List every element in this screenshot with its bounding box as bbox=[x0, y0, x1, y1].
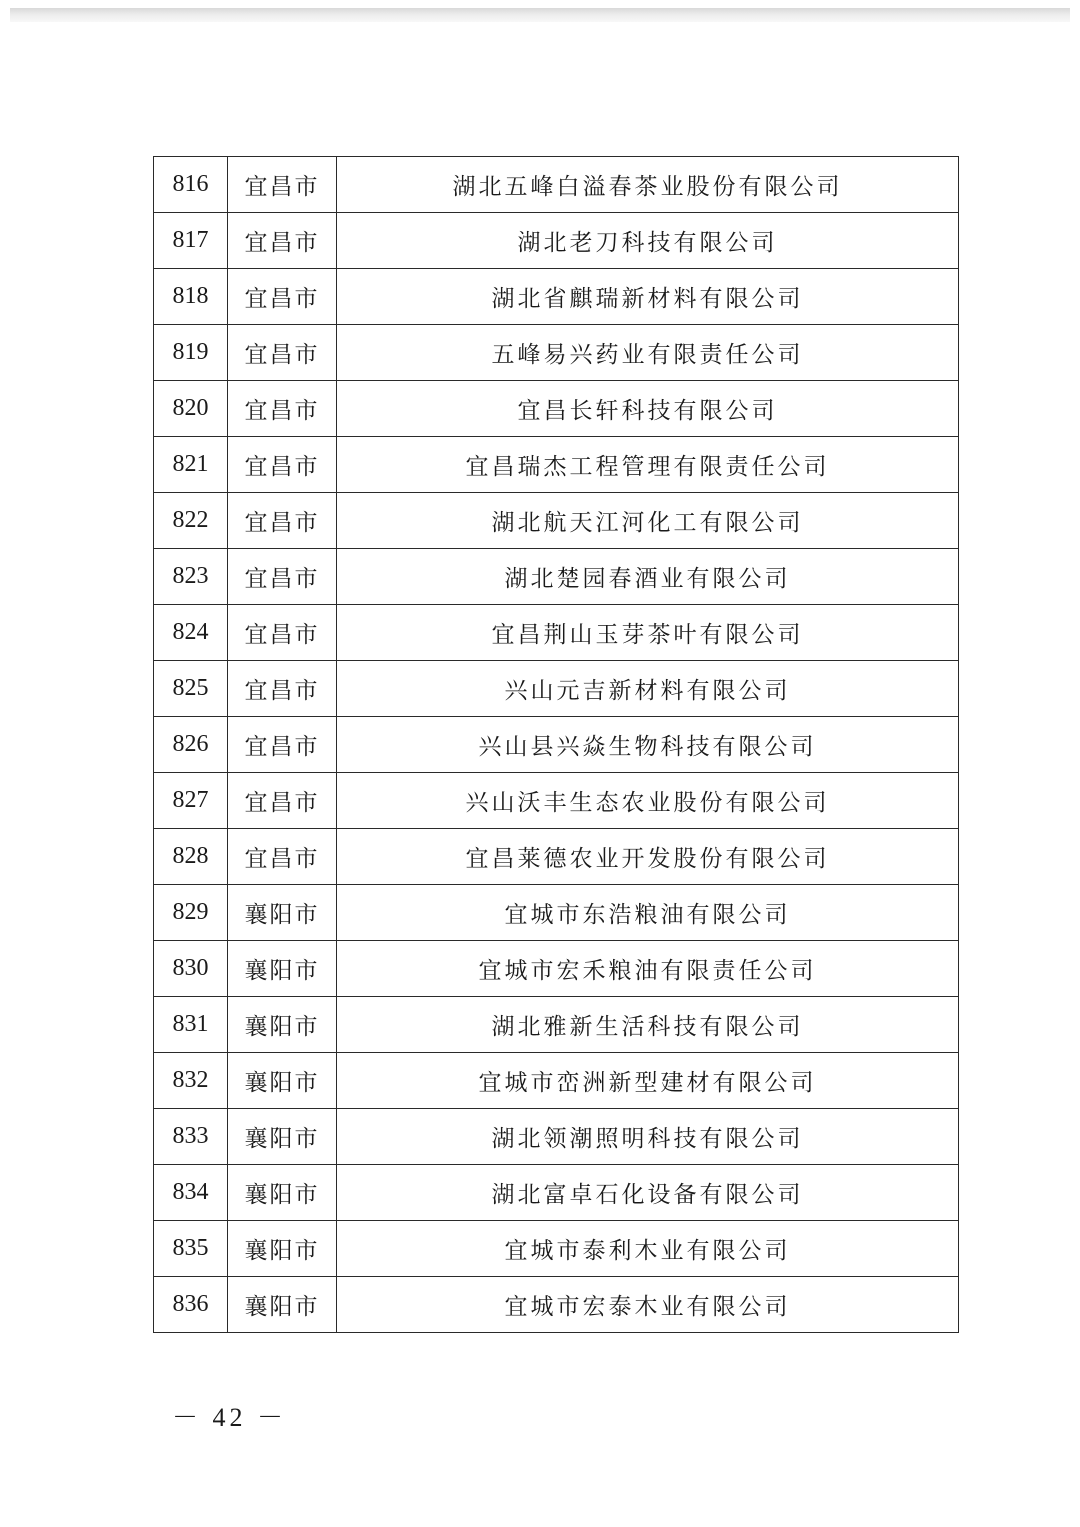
row-number-cell: 821 bbox=[154, 437, 228, 493]
row-number-cell: 836 bbox=[154, 1277, 228, 1333]
city-cell: 宜昌市 bbox=[228, 213, 337, 269]
table-row bbox=[154, 1277, 959, 1333]
page-number: － 42 － bbox=[172, 1403, 288, 1432]
city-cell: 宜昌市 bbox=[228, 829, 337, 885]
row-number-cell: 817 bbox=[154, 213, 228, 269]
row-number-cell: 822 bbox=[154, 493, 228, 549]
city-cell: 宜昌市 bbox=[228, 605, 337, 661]
table-row bbox=[154, 1165, 959, 1221]
company-name-cell: 五峰易兴药业有限责任公司 bbox=[337, 325, 959, 381]
company-name-cell: 宜昌长轩科技有限公司 bbox=[337, 381, 959, 437]
city-cell: 宜昌市 bbox=[228, 325, 337, 381]
company-name-cell: 湖北航天江河化工有限公司 bbox=[337, 493, 959, 549]
city-cell: 宜昌市 bbox=[228, 717, 337, 773]
company-name-cell: 兴山元吉新材料有限公司 bbox=[337, 661, 959, 717]
company-name-cell: 宜城市峦洲新型建材有限公司 bbox=[337, 1053, 959, 1109]
table-row bbox=[154, 997, 959, 1053]
company-name-cell: 宜昌荆山玉芽茶叶有限公司 bbox=[337, 605, 959, 661]
table-row bbox=[154, 381, 959, 437]
row-number-cell: 835 bbox=[154, 1221, 228, 1277]
table-row bbox=[154, 493, 959, 549]
city-cell: 襄阳市 bbox=[228, 1109, 337, 1165]
table-row bbox=[154, 773, 959, 829]
row-number-cell: 830 bbox=[154, 941, 228, 997]
table-row bbox=[154, 1221, 959, 1277]
city-cell: 宜昌市 bbox=[228, 661, 337, 717]
city-cell: 襄阳市 bbox=[228, 1221, 337, 1277]
company-name-cell: 湖北省麒瑞新材料有限公司 bbox=[337, 269, 959, 325]
city-cell: 宜昌市 bbox=[228, 269, 337, 325]
company-name-cell: 宜城市东浩粮油有限公司 bbox=[337, 885, 959, 941]
row-number-cell: 829 bbox=[154, 885, 228, 941]
row-number-cell: 831 bbox=[154, 997, 228, 1053]
table-row bbox=[154, 269, 959, 325]
table-row bbox=[154, 213, 959, 269]
company-list-table bbox=[153, 156, 959, 1333]
table-row bbox=[154, 829, 959, 885]
scan-top-edge bbox=[10, 8, 1070, 22]
row-number-cell: 816 bbox=[154, 157, 228, 213]
table-body bbox=[154, 157, 959, 1333]
company-name-cell: 湖北雅新生活科技有限公司 bbox=[337, 997, 959, 1053]
city-cell: 宜昌市 bbox=[228, 437, 337, 493]
table-row bbox=[154, 549, 959, 605]
company-name-cell: 湖北老刀科技有限公司 bbox=[337, 213, 959, 269]
row-number-cell: 834 bbox=[154, 1165, 228, 1221]
table-row bbox=[154, 1053, 959, 1109]
row-number-cell: 820 bbox=[154, 381, 228, 437]
city-cell: 襄阳市 bbox=[228, 997, 337, 1053]
city-cell: 宜昌市 bbox=[228, 493, 337, 549]
row-number-cell: 827 bbox=[154, 773, 228, 829]
table-row bbox=[154, 885, 959, 941]
row-number-cell: 832 bbox=[154, 1053, 228, 1109]
company-name-cell: 湖北五峰白溢春茶业股份有限公司 bbox=[337, 157, 959, 213]
table-row bbox=[154, 717, 959, 773]
company-name-cell: 宜城市宏禾粮油有限责任公司 bbox=[337, 941, 959, 997]
row-number-cell: 823 bbox=[154, 549, 228, 605]
row-number-cell: 824 bbox=[154, 605, 228, 661]
row-number-cell: 833 bbox=[154, 1109, 228, 1165]
city-cell: 宜昌市 bbox=[228, 381, 337, 437]
city-cell: 襄阳市 bbox=[228, 885, 337, 941]
city-cell: 襄阳市 bbox=[228, 1053, 337, 1109]
table-row bbox=[154, 437, 959, 493]
table-row bbox=[154, 325, 959, 381]
company-name-cell: 兴山沃丰生态农业股份有限公司 bbox=[337, 773, 959, 829]
table-row bbox=[154, 1109, 959, 1165]
row-number-cell: 819 bbox=[154, 325, 228, 381]
row-number-cell: 825 bbox=[154, 661, 228, 717]
company-name-cell: 宜昌瑞杰工程管理有限责任公司 bbox=[337, 437, 959, 493]
city-cell: 宜昌市 bbox=[228, 157, 337, 213]
city-cell: 宜昌市 bbox=[228, 549, 337, 605]
city-cell: 襄阳市 bbox=[228, 1277, 337, 1333]
company-name-cell: 宜城市泰利木业有限公司 bbox=[337, 1221, 959, 1277]
row-number-cell: 828 bbox=[154, 829, 228, 885]
table-row bbox=[154, 157, 959, 213]
city-cell: 宜昌市 bbox=[228, 773, 337, 829]
company-name-cell: 湖北领潮照明科技有限公司 bbox=[337, 1109, 959, 1165]
company-name-cell: 湖北楚园春酒业有限公司 bbox=[337, 549, 959, 605]
table-row bbox=[154, 941, 959, 997]
table-row bbox=[154, 605, 959, 661]
company-name-cell: 湖北富卓石化设备有限公司 bbox=[337, 1165, 959, 1221]
company-name-cell: 兴山县兴焱生物科技有限公司 bbox=[337, 717, 959, 773]
city-cell: 襄阳市 bbox=[228, 941, 337, 997]
row-number-cell: 826 bbox=[154, 717, 228, 773]
table-row bbox=[154, 661, 959, 717]
city-cell: 襄阳市 bbox=[228, 1165, 337, 1221]
company-name-cell: 宜昌莱德农业开发股份有限公司 bbox=[337, 829, 959, 885]
company-name-cell: 宜城市宏泰木业有限公司 bbox=[337, 1277, 959, 1333]
row-number-cell: 818 bbox=[154, 269, 228, 325]
